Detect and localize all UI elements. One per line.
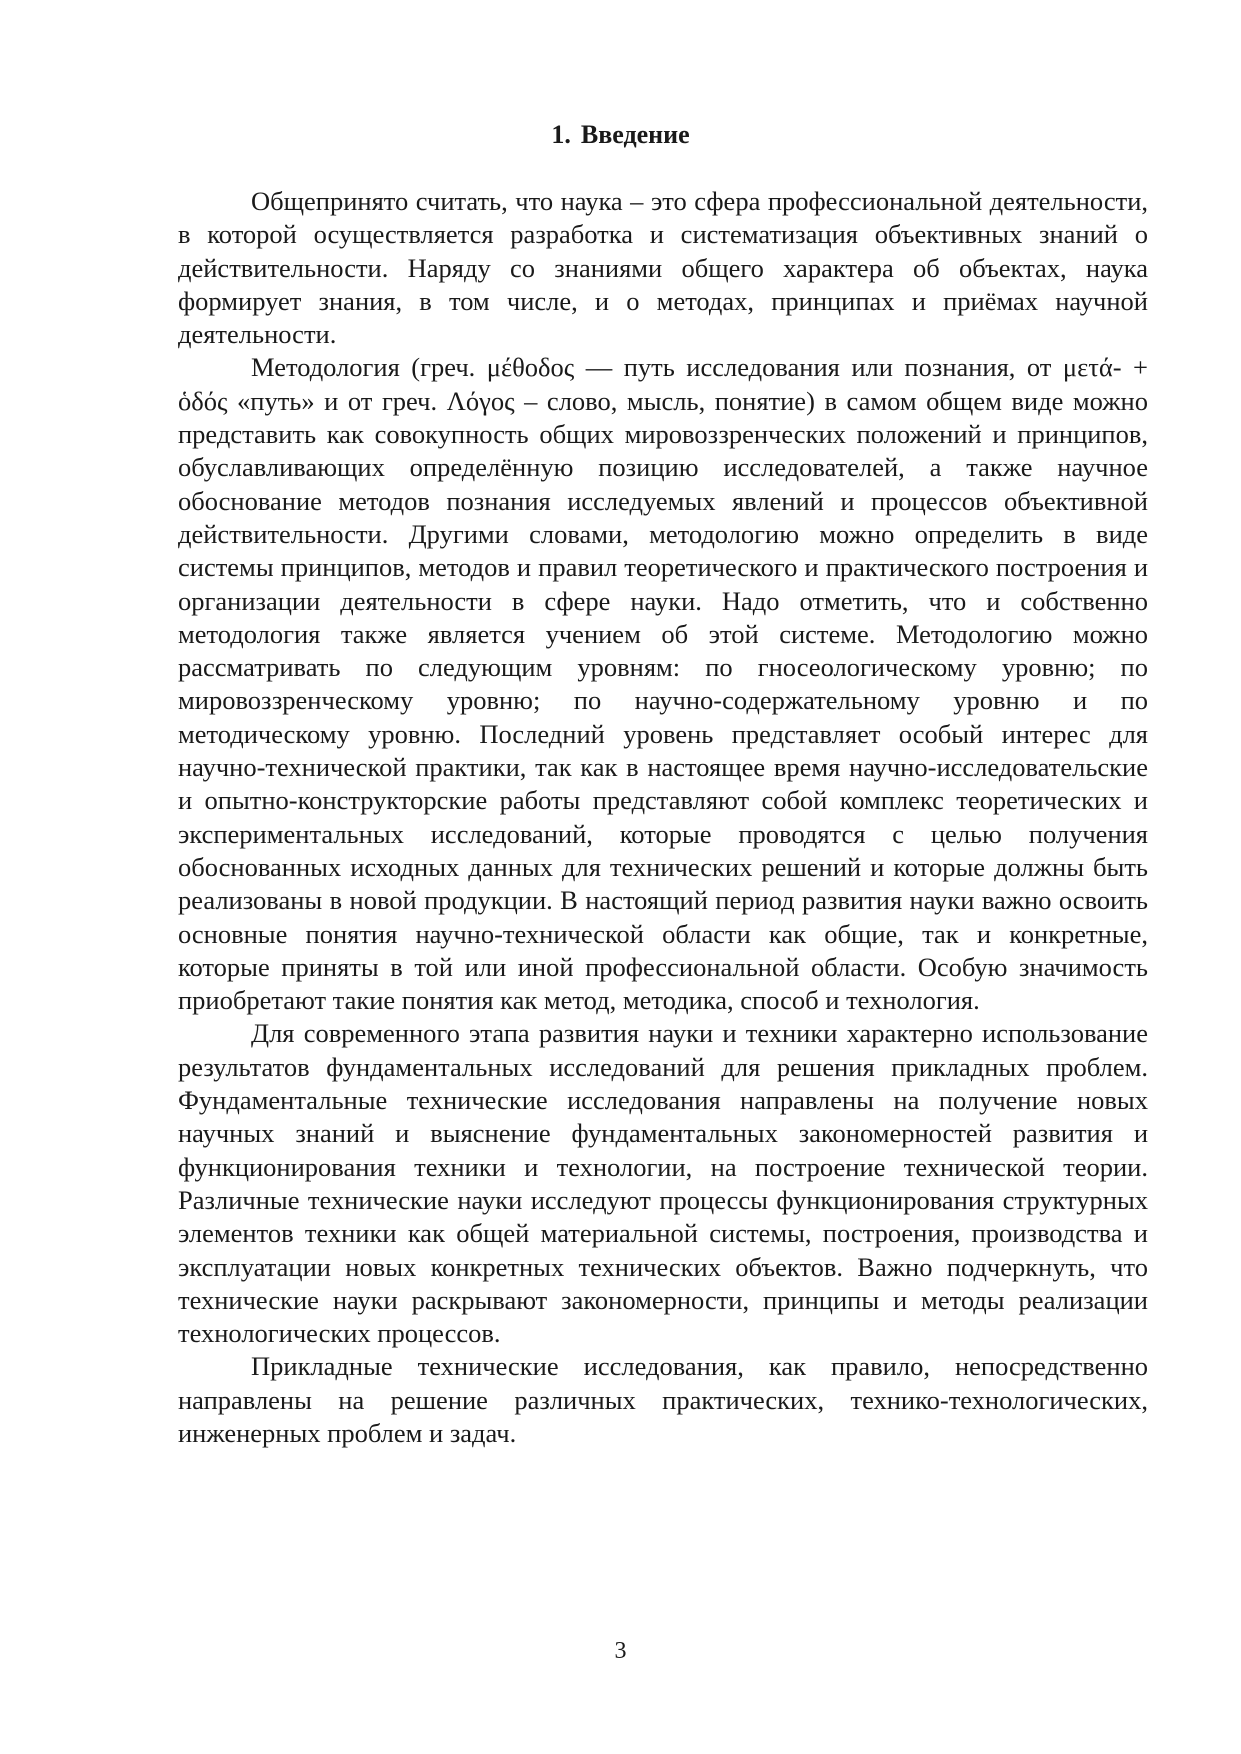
section-heading <box>0 118 1241 152</box>
body-text <box>178 185 1148 1450</box>
page-number: 3 <box>614 1638 627 1664</box>
section-title: Введение <box>580 120 690 149</box>
paragraph-1: Общепринято считать, что наука – это сфера профессиональной деятельности, в которой осуществляется разработка и систематизация объективных знаний о действительности. Наряду со знаниями общего характера об объектах, наука формирует знания, в том числе, и о методах, принципах и приёмах научной деятельности. <box>178 186 1148 350</box>
section-number: 1. <box>551 120 571 149</box>
paragraph-4: Прикладные технические исследования, как правило, непосредственно направлены на решение различных практических, технико-технологических, инженерных проблем и задач. <box>178 1351 1148 1448</box>
paragraph-2: Методология (греч. μέθοδος — путь исследования или познания, от μετά- + ὁδός «путь» и от греч. Λόγος – слово, мысль, понятие) в самом общем виде можно представить как совокупность общих мировоззренческих положений и принципов, обуславливающих определённую позицию исследователей, а также научное обоснование методов познания исследуемых явлений и процессов объективной действительности. Другими словами, методологию можно определить в виде системы принципов, методов и правил теоретического и практического построения и организации деятельности в сфере науки. Надо отметить, что и собственно методология также является учением об этой системе. Методологию можно рассматривать по следующим уровням: по гносеологическому уровню; по мировоззренческому уровню; по научно-содержательному уровню и по методическому уровню. Последний уровень представляет особый интерес для научно-технической практики, так как в настоящее время научно-исследовательские и опытно-конструкторские работы представляют собой комплекс теоретических и экспериментальных исследований, которые проводятся с целью получения обоснованных исходных данных для технических решений и которые должны быть реализованы в новой продукции. В настоящий период развития науки важно освоить основные понятия научно-технической области как общие, так и конкретные, которые приняты в той или иной профессиональной области. Особую значимость приобретают такие понятия как метод, методика, способ и технология. <box>178 352 1148 1016</box>
paragraph-3: Для современного этапа развития науки и техники характерно использование результатов фундаментальных исследований для решения прикладных проблем. Фундаментальные технические исследования направлены на получение новых научных знаний и выяснение фундаментальных закономерностей развития и функционирования техники и технологии, на построение технической теории. Различные технические науки исследуют процессы функционирования структурных элементов техники как общей материальной системы, построения, производства и эксплуатации новых конкретных технических объектов. Важно подчеркнуть, что технические науки раскрывают закономерности, принципы и методы реализации технологических процессов. <box>178 1018 1148 1349</box>
